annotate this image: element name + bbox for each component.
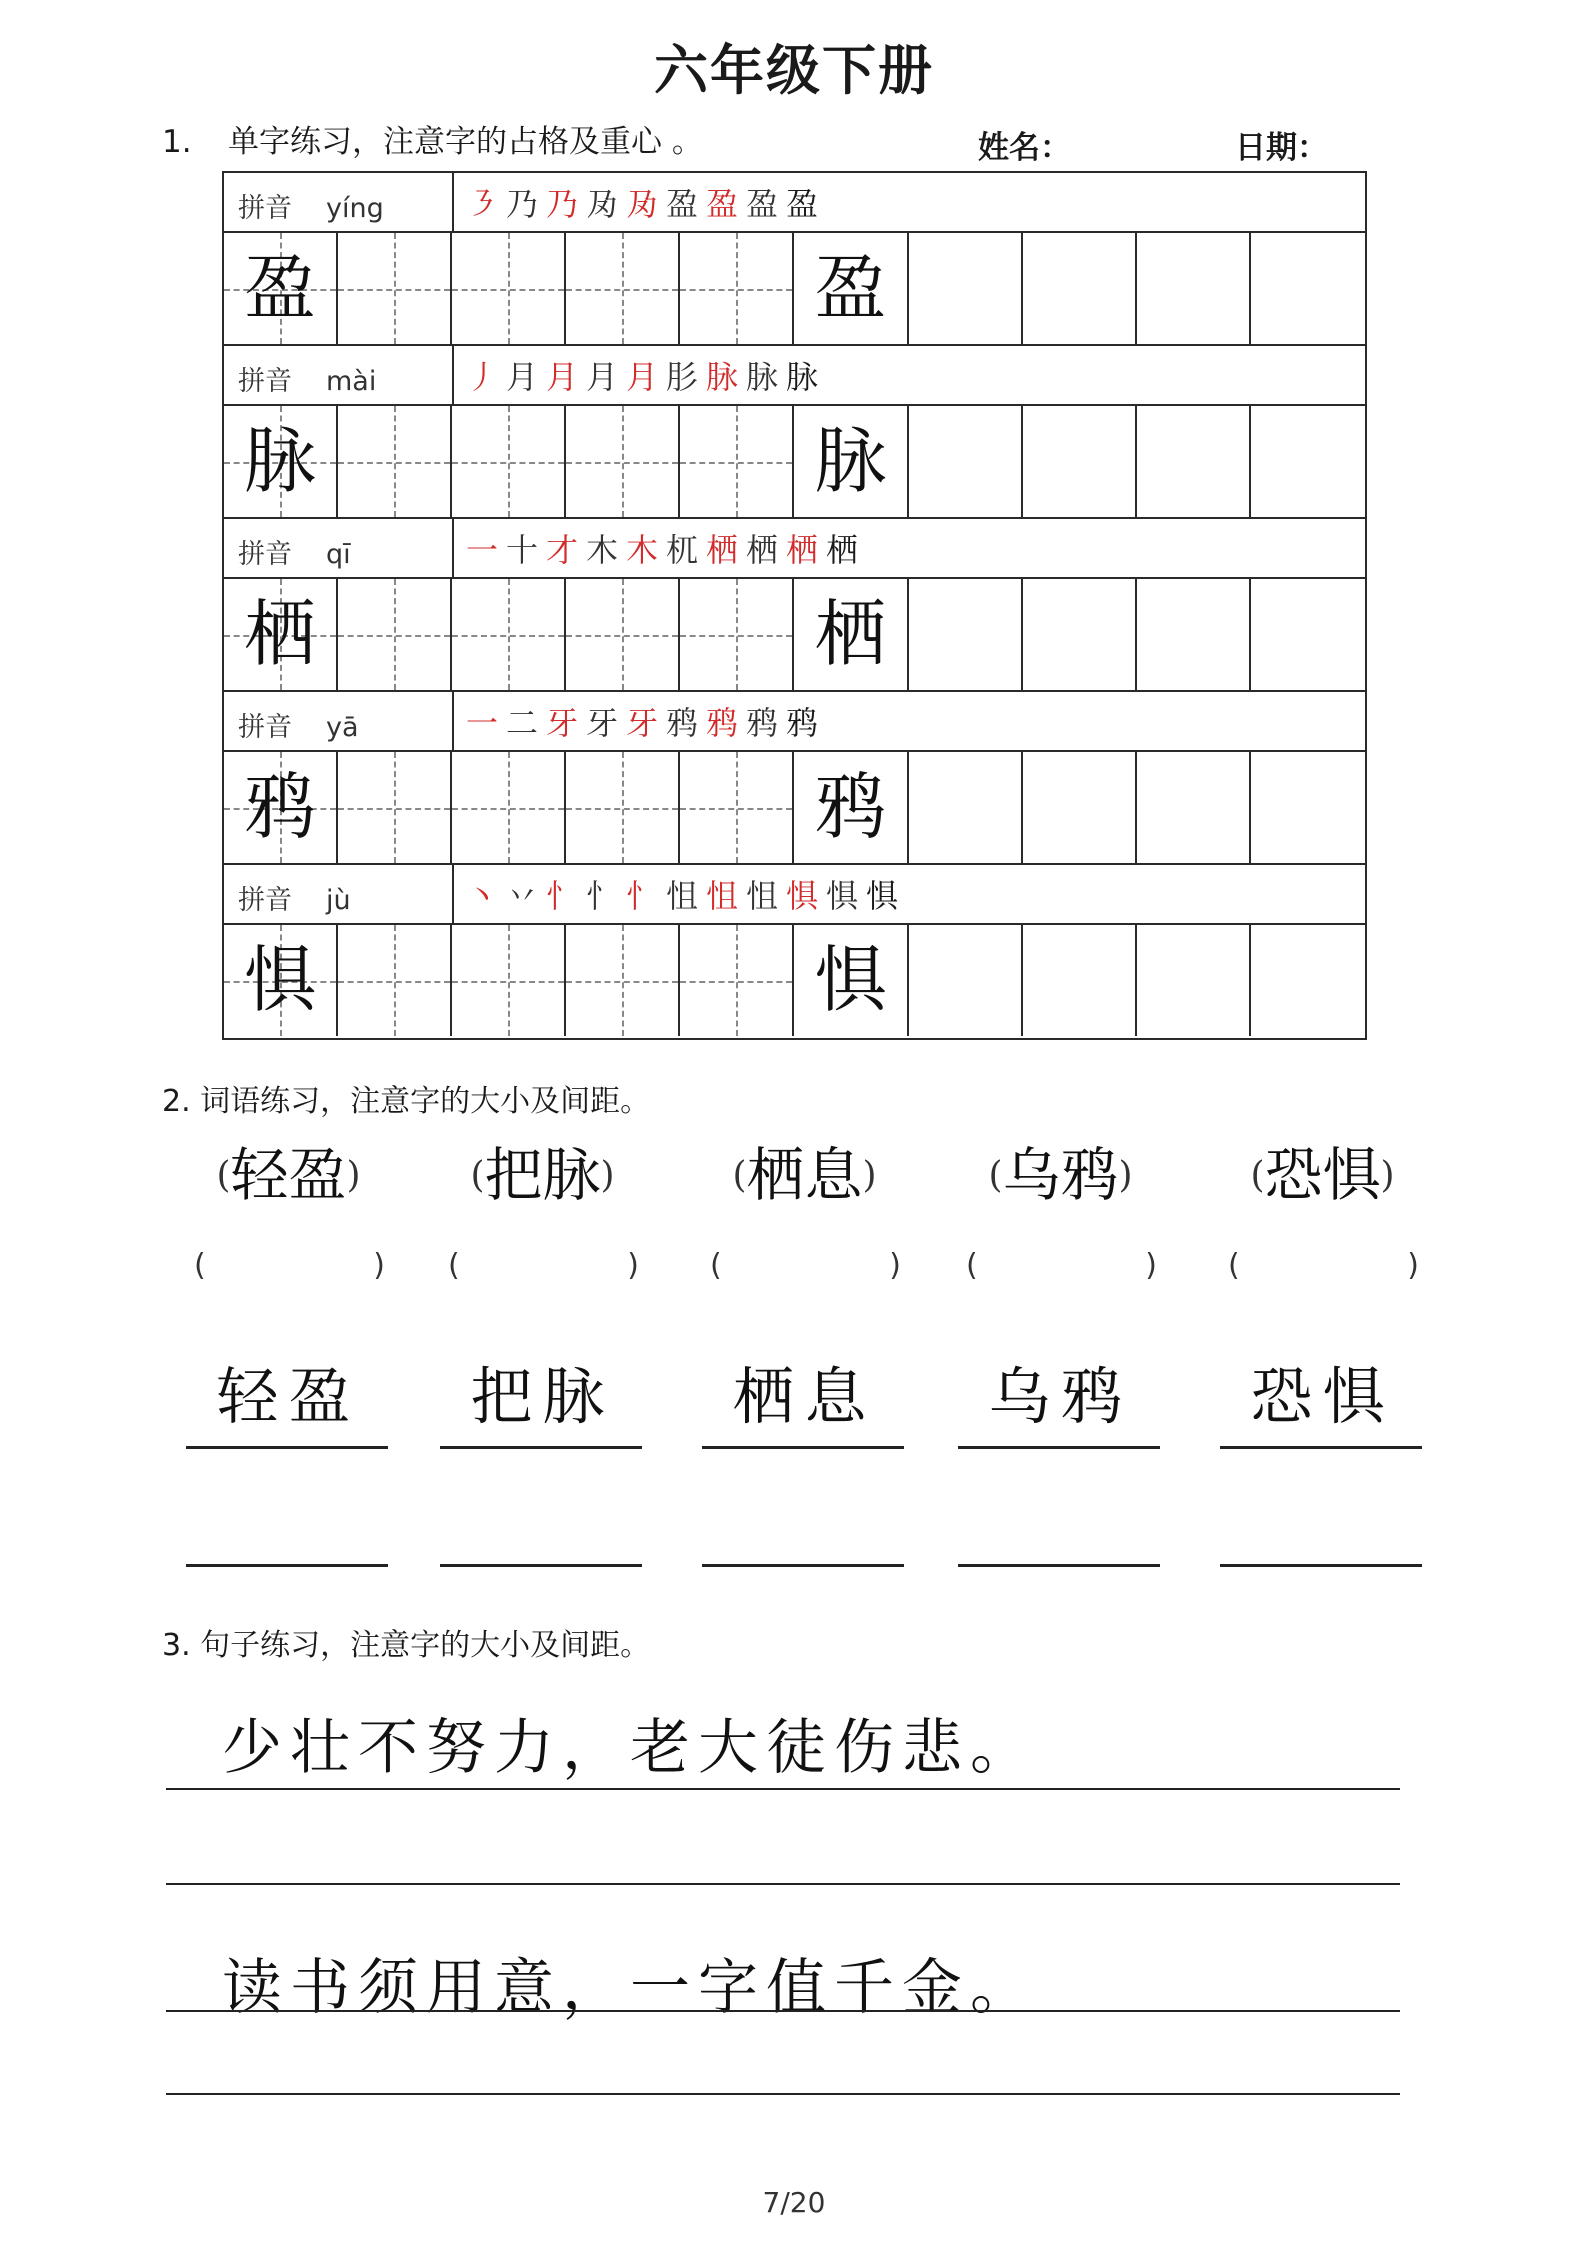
paren-open: ( [194,1248,206,1283]
stroke-step: 忄 [546,877,579,915]
character-row [224,233,1365,346]
paren-close: ) [1118,1155,1133,1196]
model-character-cell [794,925,908,1036]
pinyin-row [224,173,1365,233]
section1-instruction: 单字练习，注意字的占格及重心 。 [228,124,703,160]
model-character: 惧 [244,938,317,1022]
sentence-line-1[interactable] [166,1788,1400,1790]
stroke-step: ㇋ [466,185,499,223]
stroke-step: 木 [586,531,619,569]
writing-cell[interactable] [1023,233,1137,344]
paren-close: ) [1407,1248,1419,1283]
writing-cell[interactable] [1023,406,1137,517]
paren-open: ( [732,1155,747,1196]
sentence-model-1: 少壮不努力，老大徒伤悲。 [222,1713,1038,1783]
stroke-step: 丷 [506,877,539,915]
word-underline [440,1446,642,1449]
model-character: 鸦 [244,765,317,849]
writing-cell[interactable] [1023,925,1137,1036]
stroke-step: 栖 [786,531,819,569]
paren-open: ( [216,1155,231,1196]
paren-close: ) [346,1155,361,1196]
writing-cell[interactable] [680,752,794,863]
model-character-cell [224,579,338,690]
pinyin-row [224,865,1365,925]
stroke-step: 怚 [666,877,699,915]
stroke-order-sequence [462,527,1342,571]
pinyin-prefix: 拼音 [238,366,292,397]
paren-open: ( [448,1248,460,1283]
writing-cell[interactable] [452,579,566,690]
stroke-step: 杌 [666,531,699,569]
stroke-step: 一 [466,704,499,742]
stroke-step: 惧 [866,877,899,915]
stroke-step: 夃 [626,185,659,223]
pinyin-prefix: 拼音 [238,193,292,224]
writing-cell[interactable] [680,579,794,690]
word-trace: 恐惧 [1250,1360,1395,1433]
word-trace: 乌鸦 [988,1360,1133,1433]
pinyin-divider [452,692,454,750]
writing-cell[interactable] [566,233,680,344]
writing-cell[interactable] [338,579,452,690]
stroke-step: 月 [506,358,539,396]
model-character-cell [224,752,338,863]
pinyin-prefix: 拼音 [238,885,292,916]
model-character-cell [224,406,338,517]
character-row [224,406,1365,519]
writing-cell[interactable] [909,925,1023,1036]
paren-open: ( [710,1248,722,1283]
sentence-line-4[interactable] [166,2093,1400,2095]
writing-cell[interactable] [1137,233,1251,344]
stroke-step: 栖 [826,531,859,569]
writing-cell[interactable] [338,406,452,517]
pinyin-divider [452,865,454,923]
stroke-step: 才 [546,531,579,569]
paren-open: ( [1250,1155,1265,1196]
stroke-step: 木 [626,531,659,569]
pinyin-text: yā [326,712,359,743]
pinyin-row [224,346,1365,406]
writing-cell[interactable] [680,406,794,517]
stroke-step: 惧 [826,877,859,915]
stroke-step: 月 [546,358,579,396]
stroke-step: 栖 [706,531,739,569]
pinyin-label [238,532,351,571]
writing-cell[interactable] [1137,752,1251,863]
stroke-step: 月 [626,358,659,396]
model-character-cell [794,752,908,863]
writing-cell[interactable] [909,752,1023,863]
paren-open: ( [966,1248,978,1283]
stroke-step: 丿 [466,358,499,396]
writing-cell[interactable] [1023,579,1137,690]
model-character: 惧 [814,938,887,1022]
model-character: 栖 [814,592,887,676]
stroke-step: 牙 [546,704,579,742]
writing-cell[interactable] [909,406,1023,517]
word-with-parens [440,1140,645,1210]
model-character: 盈 [814,246,887,330]
pinyin-divider [452,173,454,231]
word-writing-line[interactable] [186,1564,388,1567]
word-model: 恐惧 [1264,1141,1381,1209]
pinyin-divider [452,519,454,577]
word-writing-line[interactable] [702,1564,904,1567]
writing-cell[interactable] [1137,925,1251,1036]
paren-close: ) [1145,1248,1157,1283]
word-model: 栖息 [746,1141,863,1209]
word-underline [1220,1446,1422,1449]
pinyin-text: mài [326,366,377,397]
paren-close: ) [889,1248,901,1283]
writing-cell[interactable] [909,233,1023,344]
pinyin-label [238,186,384,225]
pinyin-label [238,878,351,917]
writing-cell[interactable] [1137,406,1251,517]
stroke-step: 月 [586,358,619,396]
paren-close: ) [862,1155,877,1196]
pinyin-row [224,519,1365,579]
stroke-order-sequence [462,181,1342,225]
writing-cell[interactable] [338,752,452,863]
word-writing-line[interactable] [958,1564,1160,1567]
stroke-step: 脉 [746,358,779,396]
character-practice-grid [222,171,1367,1040]
word-with-parens [186,1140,391,1210]
writing-cell[interactable] [566,579,680,690]
name-label: 姓名： [978,130,1071,166]
model-character: 鸦 [814,765,887,849]
pinyin-prefix: 拼音 [238,712,292,743]
word-underline [702,1446,904,1449]
writing-cell[interactable] [1251,406,1365,517]
writing-cell[interactable] [680,233,794,344]
writing-cell[interactable] [338,925,452,1036]
stroke-step: 肜 [666,358,699,396]
word-writing-line[interactable] [440,1564,642,1567]
paren-close: ) [373,1248,385,1283]
writing-cell[interactable] [452,925,566,1036]
stroke-step: 盈 [746,185,779,223]
stroke-step: 一 [466,531,499,569]
word-with-parens [958,1140,1163,1210]
stroke-step: 怚 [746,877,779,915]
word-trace: 轻盈 [216,1360,361,1433]
writing-cell[interactable] [1137,579,1251,690]
stroke-order-sequence [462,354,1342,398]
sentence-line-2[interactable] [166,1883,1400,1885]
character-row [224,579,1365,692]
writing-cell[interactable] [1023,752,1137,863]
stroke-step: 脉 [706,358,739,396]
pinyin-text: qī [326,539,351,570]
section1-heading [162,116,703,161]
model-character-cell [794,406,908,517]
model-character-cell [224,925,338,1036]
model-character-cell [224,233,338,344]
stroke-step: 乃 [546,185,579,223]
model-character: 脉 [244,419,317,503]
word-with-parens [702,1140,907,1210]
page-number: 7/20 [762,2186,826,2219]
writing-cell[interactable] [566,925,680,1036]
stroke-step: 盈 [786,185,819,223]
word-writing-line[interactable] [1220,1564,1422,1567]
word-model: 乌鸦 [1002,1141,1119,1209]
pinyin-row [224,692,1365,752]
word-underline [958,1446,1160,1449]
word-model: 轻盈 [230,1141,347,1209]
word-model: 把脉 [484,1141,601,1209]
sentence-model-2: 读书须用意，一字值千金。 [222,1953,1038,2023]
stroke-step: 盈 [666,185,699,223]
stroke-step: 怚 [706,877,739,915]
stroke-step: 栖 [746,531,779,569]
word-underline [186,1446,388,1449]
character-row [224,752,1365,865]
stroke-order-sequence [462,700,1342,744]
pinyin-prefix: 拼音 [238,539,292,570]
pinyin-label [238,705,359,744]
model-character-cell [794,579,908,690]
word-trace: 栖息 [732,1360,877,1433]
sentence-line-3[interactable] [166,2010,1400,2012]
model-character-cell [794,233,908,344]
section3-instruction: 3. 句子练习，注意字的大小及间距。 [162,1628,651,1663]
word-trace: 把脉 [470,1360,615,1433]
stroke-step: 丶 [466,877,499,915]
word-with-parens [1220,1140,1425,1210]
writing-cell[interactable] [452,752,566,863]
writing-cell[interactable] [909,579,1023,690]
stroke-step: 十 [506,531,539,569]
model-character: 盈 [244,246,317,330]
paren-close: ) [600,1155,615,1196]
stroke-step: 鸦 [706,704,739,742]
stroke-step: 夃 [586,185,619,223]
stroke-step: 鸦 [786,704,819,742]
writing-cell[interactable] [338,233,452,344]
stroke-step: 乃 [506,185,539,223]
model-character: 脉 [814,419,887,503]
paren-open: ( [470,1155,485,1196]
paren-close: ) [627,1248,639,1283]
writing-cell[interactable] [680,925,794,1036]
pinyin-divider [452,346,454,404]
stroke-step: 盈 [706,185,739,223]
page-title: 六年级下册 [654,39,934,102]
stroke-step: 忄 [586,877,619,915]
stroke-step: 牙 [626,704,659,742]
writing-cell[interactable] [1251,925,1365,1036]
stroke-step: 脉 [786,358,819,396]
stroke-step: 牙 [586,704,619,742]
paren-close: ) [1380,1155,1395,1196]
writing-cell[interactable] [1251,233,1365,344]
stroke-step: 鸦 [666,704,699,742]
section1-number: 1. [162,124,192,160]
pinyin-text: jù [326,885,351,916]
stroke-step: 惧 [786,877,819,915]
writing-cell[interactable] [566,406,680,517]
writing-cell[interactable] [452,406,566,517]
character-row [224,925,1365,1038]
stroke-step: 忄 [626,877,659,915]
date-label: 日期： [1235,130,1328,166]
stroke-step: 二 [506,704,539,742]
section2-instruction: 2. 词语练习，注意字的大小及间距。 [162,1084,651,1119]
paren-open: ( [988,1155,1003,1196]
writing-cell[interactable] [1251,752,1365,863]
paren-open: ( [1228,1248,1240,1283]
stroke-order-sequence [462,873,1342,917]
stroke-step: 鸦 [746,704,779,742]
writing-cell[interactable] [566,752,680,863]
model-character: 栖 [244,592,317,676]
writing-cell[interactable] [452,233,566,344]
pinyin-label [238,359,376,398]
pinyin-text: yíng [326,193,384,224]
writing-cell[interactable] [1251,579,1365,690]
